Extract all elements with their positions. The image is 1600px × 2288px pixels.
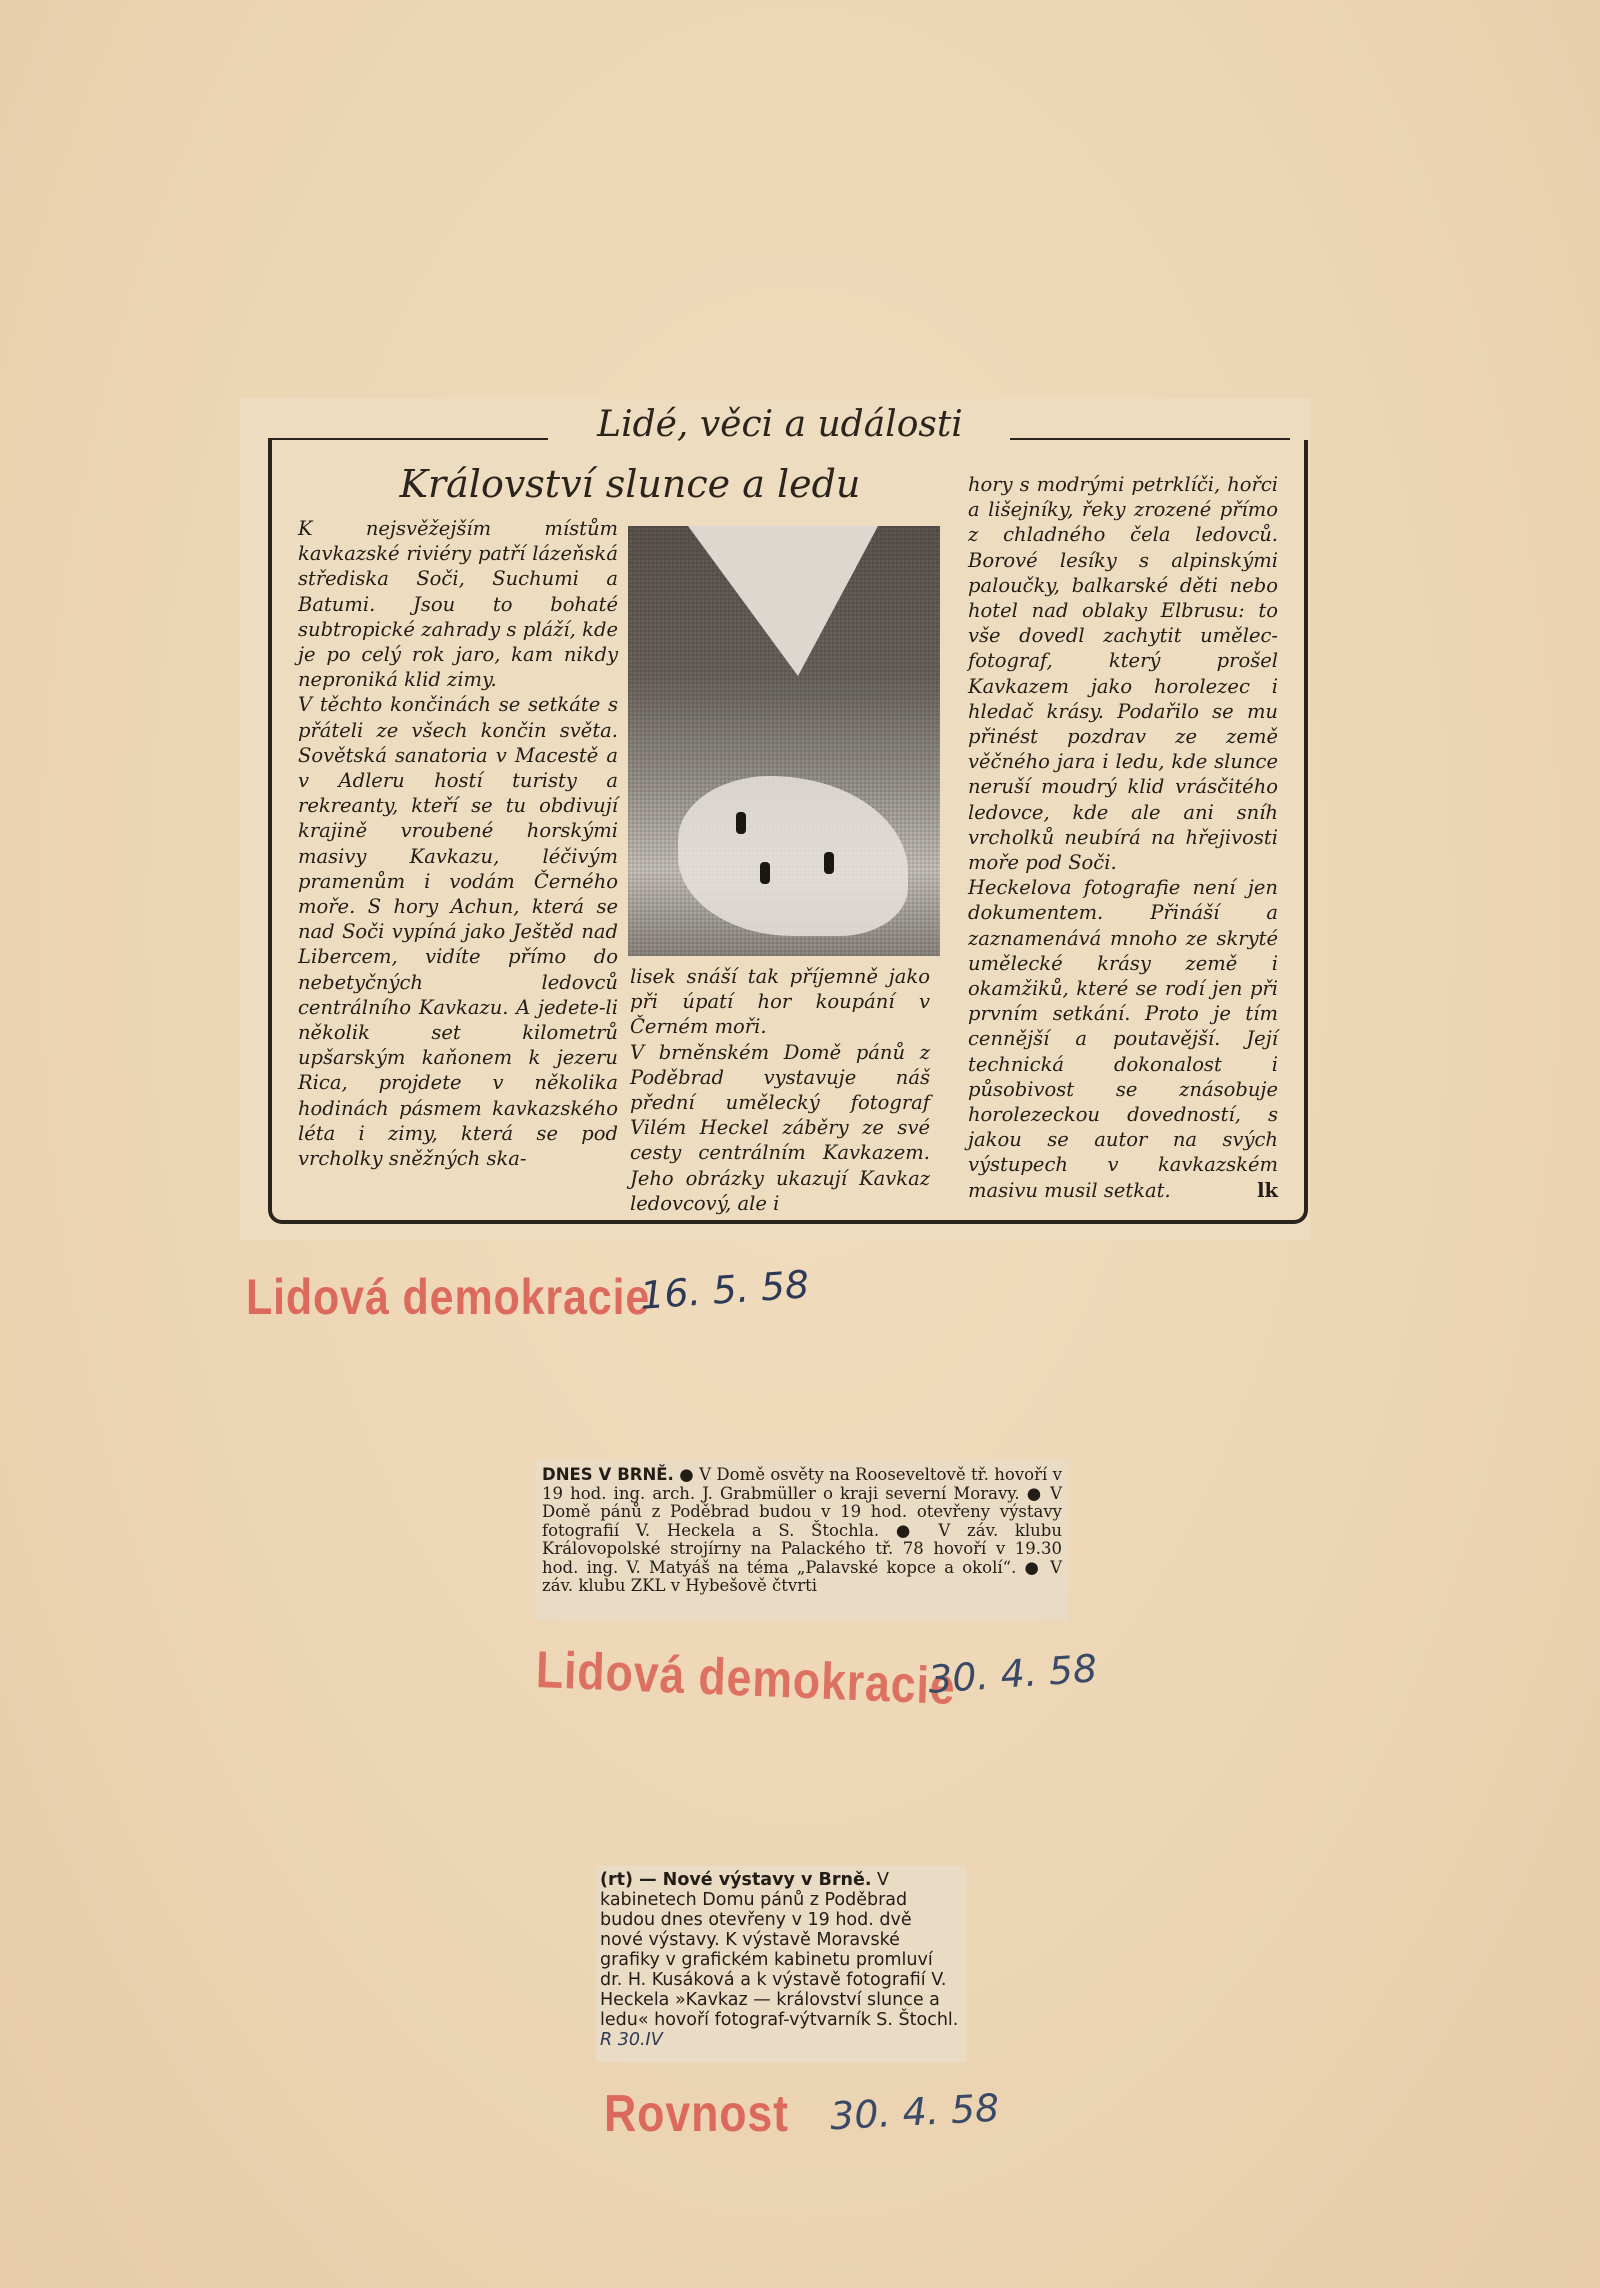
section-header: Lidé, věci a události bbox=[597, 404, 963, 445]
handwritten-date: 16. 5. 58 bbox=[638, 1262, 811, 1318]
exhibition-text bbox=[600, 1870, 960, 2050]
handwritten-date: 30. 4. 58 bbox=[926, 1646, 1099, 1702]
news-clipping bbox=[536, 1460, 1068, 1620]
article-column-3 bbox=[968, 472, 1278, 1203]
photo-peak bbox=[688, 526, 878, 676]
photo-snowfield bbox=[678, 776, 908, 936]
handwritten-date: 30. 4. 58 bbox=[828, 2085, 1001, 2139]
article-column-2: lisek snáší tak příjemně jako při úpatí hor koupání v Černém moři. V brněnském Domě pánů z Poděbrad vystavuje náš přední umělecký fotograf Vilém Heckel záběry ze své cesty centrálním Kavkazem. Jeho obrázky ukazují Kavkaz ledovcový, ale i bbox=[630, 965, 930, 1215]
source-stamp: Lidová demokracie bbox=[535, 1641, 957, 1717]
article-title: Království slunce a ledu bbox=[399, 462, 861, 506]
exhibition-clipping bbox=[596, 1866, 966, 2062]
handwritten-mark: R 30.IV bbox=[600, 2030, 663, 2050]
mountain-photo bbox=[628, 526, 940, 956]
source-stamp: Rovnost bbox=[604, 2085, 789, 2143]
news-lead: DNES V BRNĚ. bbox=[542, 1465, 674, 1484]
source-stamp: Lidová demokracie bbox=[246, 1269, 651, 1325]
exhibition-lead: (rt) — Nové výstavy v Brně. bbox=[600, 1870, 872, 1890]
article-clipping bbox=[240, 398, 1310, 1240]
photo-climber bbox=[736, 812, 746, 834]
article-column-1: K nejsvěžejším místům kavkazské riviéry patří lázeňská střediska Soči, Suchumi a Batumi. Jsou to bohaté subtropické zahrady s pláží, kde je po celý rok jaro, kam nikdy neproniká klid zimy. V těchto končinách se setkáte s přáteli ze všech končin světa. Sovětská sanatoria v Macestě a v Adleru hostí turisty a rekreanty, kteří se tu obdivují krajině vroubené horskými masivy Kavkazu, léčivým pramenům i vodám Černého moře. S hory Achun, která se nad Soči vypíná jako Ještěd nad Libercem, vidíte přímo do nebetyčných ledovců centrálního Kavkazu. A jedete-li několik set kilometrů upšarským kaňonem k jezeru Rica, projdete v několika hodinách pásmem kavkazského léta i zimy, která se pod vrcholky sněžných ska- bbox=[298, 517, 618, 1171]
photo-climber bbox=[760, 862, 770, 884]
news-text bbox=[542, 1466, 1062, 1596]
author-signature: lk bbox=[1257, 1178, 1278, 1202]
column-3-text: hory s modrými petrklíči, hořci a lišejníky, řeky zrozené přímo z chladného čela ledovců. Borové lesíky s alpinskými paloučky, balkarské děti nebo hotel nad oblaky Elbrusu: to vše dovedl zachytit umělec-fotograf, který prošel Kavkazem jako horolezec i hledač krásy. Podařilo se mu přinést pozdrav ze země věčného jara i ledu, kde slunce neruší moudrý klid vrásčitého ledovce, kde ale ani sníh vrcholků neubírá na hřejivosti moře pod Soči. Heckelova fotografie není jen dokumentem. Přináší a zaznamenává mnoho ze skryté umělecké krásy země i okamžiků, které se rodí jen při prvním setkání. Proto je tím cennější a poutavější. Její technická dokonalost i působivost se znásobuje horolezeckou dovedností, s jakou se autor na svých výstupech v kavkazském masivu musil setkat. bbox=[968, 473, 1278, 1202]
news-body: ● V Domě osvěty na Rooseveltově tř. hovoří v 19 hod. ing. arch. J. Grabmüller o kraji severní Moravy. ● V Domě pánů z Poděbrad budou v 19 hod. otevřeny výstavy fotografií V. Heckela a S. Štochla. ● V záv. klubu Královopolské strojírny na Palackého tř. 78 hovoří v 19.30 hod. ing. V. Matyáš na téma „Palavské kopce a okolí“. ● V záv. klubu ZKL v Hybešově čtvrti bbox=[542, 1465, 1062, 1595]
photo-climber bbox=[824, 852, 834, 874]
exhibition-body: V kabinetech Domu pánů z Poděbrad budou dnes otevřeny v 19 hod. dvě nové výstavy. K výstavě Moravské grafiky v grafickém kabinetu promluví dr. H. Kusáková a k výstavě fotografií V. Heckela »Kavkaz — království slunce a ledu« hovoří fotograf-výtvarník S. Štochl. bbox=[600, 1870, 959, 2030]
